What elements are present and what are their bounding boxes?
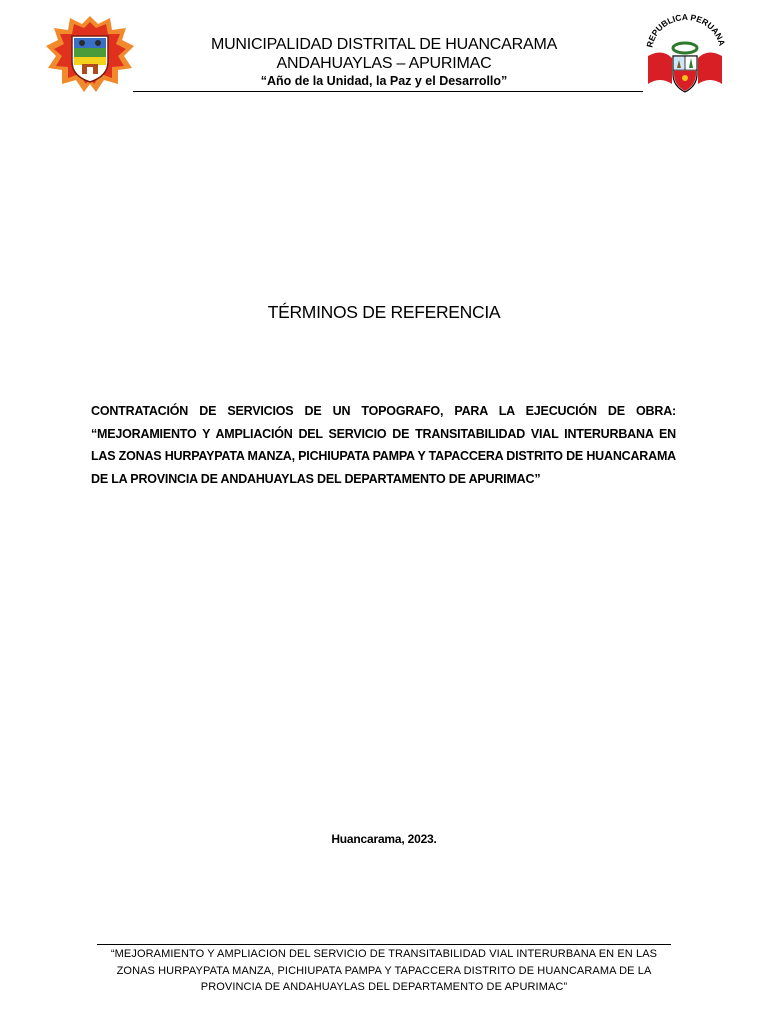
header-line-year-motto: “Año de la Unidad, la Paz y el Desarrollo”	[260, 74, 508, 88]
footer-project-name	[97, 946, 671, 996]
header-divider	[133, 91, 643, 92]
header-line-municipality: MUNICIPALIDAD DISTRITAL DE HUANCARAMA	[210, 36, 558, 53]
footer-line: “MEJORAMIENTO Y AMPLIACION DEL SERVICIO DE TRANSITABILIDAD VIAL INTERURBANA EN EN LAS	[110, 948, 658, 960]
footer-line: PROVINCIA DE ANDAHUAYLAS DEL DEPARTAMENTO DE APURIMAC”	[200, 981, 568, 993]
header-line-location: ANDAHUAYLAS – APURIMAC	[276, 55, 492, 72]
place-date: Huancarama, 2023.	[331, 832, 437, 846]
svg-text:REPUBLICA PERUANA: REPUBLICA PERUANA	[644, 12, 728, 49]
contract-subject-paragraph: CONTRATACIÓN DE SERVICIOS DE UN TOPOGRAFO, PARA LA EJECUCIÓN DE OBRA: “MEJORAMIENTO Y AMPLIACIÓN DEL SERVICIO DE TRANSITABILIDAD VIAL INTERURBANA EN LAS ZONAS HURPAYPATA MANZA, PICHIUPATA PAMPA Y TAPACCERA DISTRITO DE HUANCARAMA DE LA PROVINCIA DE ANDAHUAYLAS DEL DEPARTAMENTO DE APURIMAC”	[91, 404, 676, 486]
document-title: TÉRMINOS DE REFERENCIA	[267, 302, 501, 322]
footer-line: ZONAS HURPAYPATA MANZA, PICHIUPATA PAMPA Y TAPACCERA DISTRITO DE HUANCARAMA DE LA	[116, 964, 652, 977]
footer-divider	[97, 944, 671, 945]
